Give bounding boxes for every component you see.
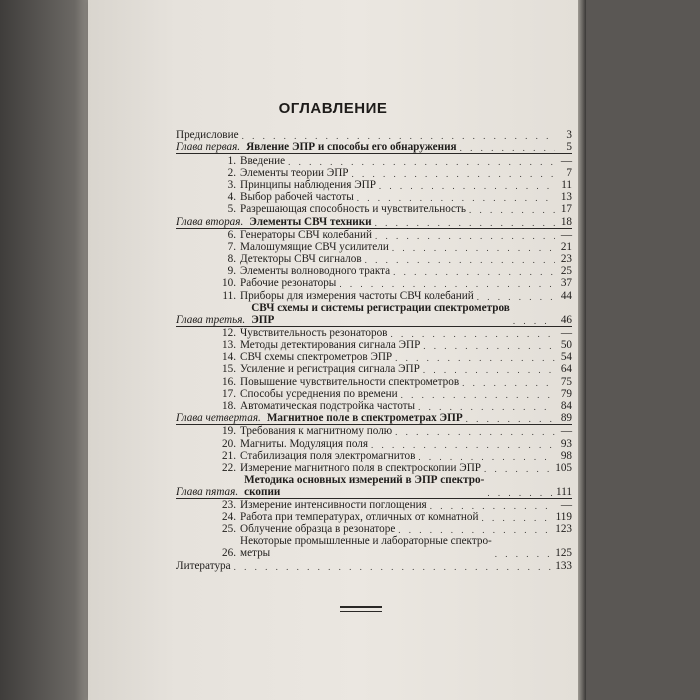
toc-page-number: 7 <box>566 166 572 179</box>
toc-entry-row <box>176 559 572 571</box>
toc-entry-number: 19. <box>222 425 236 438</box>
toc-entry-title: Работа при температурах, отличных от комнатной <box>240 511 479 524</box>
toc-leader-dots <box>418 402 555 412</box>
toc-page-number: 3 <box>566 129 572 142</box>
toc-leader-dots <box>365 255 555 265</box>
toc-entry-title: Элементы волноводного тракта <box>240 265 391 278</box>
toc-entry-number: 25. <box>222 523 236 536</box>
toc-entry-title: Магнитное поле в спектрометрах ЭПР <box>266 412 463 425</box>
page-edge <box>578 0 586 700</box>
toc-leader-dots <box>487 488 553 498</box>
toc-title: ОГЛАВЛЕНИЕ <box>278 100 388 117</box>
toc-leader-dots <box>371 440 555 450</box>
toc-entry-number: 2. <box>227 166 236 179</box>
toc-entry-title: Рабочие резонаторы <box>240 277 337 290</box>
toc-leader-dots <box>477 292 555 302</box>
toc-entry-title: СВЧ схемы и системы регистрации спектрометров ЭПР <box>251 301 510 326</box>
toc-entry-title: Некоторые промышленные и лабораторные спектро- метры <box>240 535 492 560</box>
toc-leader-dots <box>418 452 555 462</box>
left-page-shadow <box>0 0 88 700</box>
toc-entry-row <box>176 523 572 535</box>
toc-page-number: 13 <box>560 191 572 204</box>
toc-leader-dots <box>469 205 555 215</box>
toc-leader-dots <box>352 169 555 179</box>
toc-page-number: 23 <box>560 253 572 266</box>
toc-entry-row <box>176 241 572 253</box>
toc-leader-dots <box>495 549 552 559</box>
toc-entry-number: 20. <box>222 437 236 450</box>
toc-entry-title: Явление ЭПР и способы его обнаружения <box>246 141 457 154</box>
toc-entry-title: Стабилизация поля электромагнитов <box>240 449 416 462</box>
toc-entry-row <box>176 191 572 203</box>
toc-entry-row <box>176 129 572 141</box>
toc-entry-number: 14. <box>222 351 236 364</box>
toc-entry-row <box>176 229 572 241</box>
toc-entry-row <box>176 425 572 437</box>
toc-entry-row <box>176 388 572 400</box>
toc-entry-row <box>176 363 572 375</box>
toc-entry-row <box>176 167 572 179</box>
toc-chapter-label: Глава третья. <box>176 313 246 326</box>
table-of-contents <box>176 129 572 572</box>
toc-entry-number: 11. <box>222 289 236 302</box>
toc-entry-title: Методика основных измерений в ЭПР спектро- скопии <box>244 473 485 498</box>
toc-entry-row <box>176 339 572 351</box>
toc-entry-row <box>176 511 572 523</box>
toc-page-number: 21 <box>560 240 572 253</box>
toc-entry-title: Приборы для измерения частоты СВЧ колебаний <box>240 289 474 302</box>
toc-chapter-label: Глава вторая. <box>176 215 244 228</box>
toc-page-number: 111 <box>556 485 572 498</box>
toc-entry-row <box>176 462 572 474</box>
end-rule <box>340 606 382 608</box>
toc-page-number: 17 <box>560 203 572 216</box>
toc-entry-number: 15. <box>222 363 236 376</box>
toc-page-number: — <box>560 154 572 167</box>
toc-page-number: 79 <box>560 387 572 400</box>
toc-entry-number: 8. <box>227 253 236 266</box>
toc-entry-title: Усиление и регистрация сигнала ЭПР <box>240 363 420 376</box>
toc-leader-dots <box>379 181 555 191</box>
toc-leader-dots <box>390 329 555 339</box>
toc-page-number: 98 <box>560 449 572 462</box>
toc-entry-row <box>176 535 572 559</box>
toc-chapter-label: Глава первая. <box>176 141 241 154</box>
toc-entry-number: 5. <box>227 203 236 216</box>
toc-entry-number: 7. <box>227 240 236 253</box>
toc-entry-number: 18. <box>222 399 236 412</box>
toc-entry-title: Предисловие <box>176 129 239 142</box>
toc-entry-number: 10. <box>222 277 236 290</box>
toc-entry-number: 1. <box>227 154 236 167</box>
end-rule-thin <box>340 611 382 612</box>
toc-entry-number: 21. <box>222 449 236 462</box>
toc-page-number: — <box>560 326 572 339</box>
toc-leader-dots <box>375 218 555 228</box>
toc-page-number: 93 <box>560 437 572 450</box>
toc-entry-title: Измерение интенсивности поглощения <box>240 499 427 512</box>
toc-page-number: 5 <box>566 141 572 154</box>
toc-chapter-row <box>176 474 572 499</box>
toc-entry-row <box>176 400 572 412</box>
toc-entry-number: 3. <box>227 178 236 191</box>
toc-entry-title: Повышение чувствительности спектрометров <box>240 375 460 388</box>
toc-entry-title: Элементы теории ЭПР <box>240 166 349 179</box>
toc-page-number: 54 <box>560 351 572 364</box>
toc-entry-number: 26. <box>222 547 236 560</box>
toc-page-number: — <box>560 425 572 438</box>
toc-page-number: 11 <box>561 178 572 191</box>
toc-entry-row <box>176 375 572 387</box>
toc-entry-title: Выбор рабочей частоты <box>240 191 354 204</box>
toc-page-number: 50 <box>560 339 572 351</box>
toc-page-number: 123 <box>555 523 572 536</box>
toc-entry-row <box>176 277 572 289</box>
toc-page-number: 125 <box>555 547 572 560</box>
toc-page-number: 44 <box>560 289 572 302</box>
toc-entry-number: 24. <box>222 511 236 524</box>
toc-entry-row <box>176 351 572 363</box>
toc-entry-title: Принципы наблюдения ЭПР <box>240 178 376 191</box>
toc-leader-dots <box>398 525 552 535</box>
toc-leader-dots <box>484 464 552 474</box>
toc-leader-dots <box>357 193 555 203</box>
toc-entry-row <box>176 499 572 511</box>
toc-page-number: 75 <box>560 375 572 388</box>
toc-leader-dots <box>462 378 555 388</box>
toc-leader-dots <box>513 316 555 326</box>
toc-leader-dots <box>430 501 555 511</box>
toc-entry-title: Разрешающая способность и чувствительность <box>240 203 467 216</box>
toc-entry-row <box>176 253 572 265</box>
toc-leader-dots <box>242 131 555 141</box>
toc-chapter-row <box>176 412 572 425</box>
toc-page-number: 64 <box>560 363 572 376</box>
toc-chapter-row <box>176 141 572 154</box>
toc-page-number: 105 <box>555 461 572 474</box>
toc-chapter-label: Глава четвертая. <box>176 412 261 425</box>
toc-leader-dots <box>392 243 555 253</box>
toc-page-number: 18 <box>560 215 572 228</box>
toc-chapter-row <box>176 215 572 228</box>
toc-entry-title: Малошумящие СВЧ усилители <box>240 240 389 253</box>
toc-page-number: — <box>560 228 572 241</box>
toc-entry-row <box>176 437 572 449</box>
toc-page-number: 84 <box>560 399 572 412</box>
toc-entry-title: Чувствительность резонаторов <box>240 326 388 339</box>
toc-entry-title: Автоматическая подстройка частоты <box>240 399 416 412</box>
toc-entry-number: 9. <box>227 265 236 278</box>
toc-leader-dots <box>339 279 555 289</box>
toc-chapter-row <box>176 302 572 327</box>
toc-leader-dots <box>375 231 555 241</box>
toc-entry-number: 16. <box>222 375 236 388</box>
toc-entry-title: Детекторы СВЧ сигналов <box>240 253 362 266</box>
toc-page-number: 37 <box>560 277 572 290</box>
toc-entry-row <box>176 450 572 462</box>
toc-entry-row <box>176 203 572 215</box>
toc-entry-row <box>176 327 572 339</box>
toc-page-number: — <box>560 499 572 512</box>
toc-page-number: 46 <box>560 313 572 326</box>
toc-entry-row <box>176 154 572 166</box>
toc-entry-number: 17. <box>222 387 236 400</box>
toc-entry-number: 23. <box>222 499 236 512</box>
toc-page-number: 133 <box>555 559 572 572</box>
toc-entry-title: Генераторы СВЧ колебаний <box>240 228 372 241</box>
toc-chapter-label: Глава пятая. <box>176 485 239 498</box>
toc-entry-row <box>176 179 572 191</box>
toc-entry-title: Введение <box>240 154 286 167</box>
toc-entry-title: Измерение магнитного поля в спектроскопии ЭПР <box>240 461 481 474</box>
toc-entry-row <box>176 265 572 277</box>
toc-entry-number: 6. <box>227 228 236 241</box>
toc-entry-title: Облучение образца в резонаторе <box>240 523 396 536</box>
toc-entry-number: 12. <box>222 326 236 339</box>
toc-entry-title: Методы детектирования сигнала ЭПР <box>240 339 421 351</box>
toc-entry-title: Магниты. Модуляция поля <box>240 437 369 450</box>
toc-entry-title: Требования к магнитному полю <box>240 425 393 438</box>
toc-leader-dots <box>395 353 555 363</box>
toc-leader-dots <box>466 414 555 424</box>
toc-leader-dots <box>423 365 555 375</box>
toc-leader-dots <box>288 157 555 167</box>
toc-leader-dots <box>395 427 555 437</box>
toc-entry-row <box>176 289 572 301</box>
toc-page-number: 119 <box>555 511 572 524</box>
toc-page-number: 89 <box>560 412 572 425</box>
toc-entry-number: 13. <box>222 339 236 351</box>
toc-entry-title: Литература <box>176 559 231 572</box>
toc-entry-number: 4. <box>227 191 236 204</box>
toc-entry-title: Элементы СВЧ техники <box>249 215 372 228</box>
toc-entry-title: Способы усреднения по времени <box>240 387 398 400</box>
toc-leader-dots <box>481 513 552 523</box>
toc-entry-title: СВЧ схемы спектрометров ЭПР <box>240 351 393 364</box>
toc-leader-dots <box>401 390 555 400</box>
toc-leader-dots <box>423 341 555 351</box>
toc-leader-dots <box>460 143 555 153</box>
toc-entry-number: 22. <box>222 461 236 474</box>
toc-page-number: 25 <box>560 265 572 278</box>
toc-leader-dots <box>393 267 555 277</box>
toc-leader-dots <box>234 562 553 572</box>
